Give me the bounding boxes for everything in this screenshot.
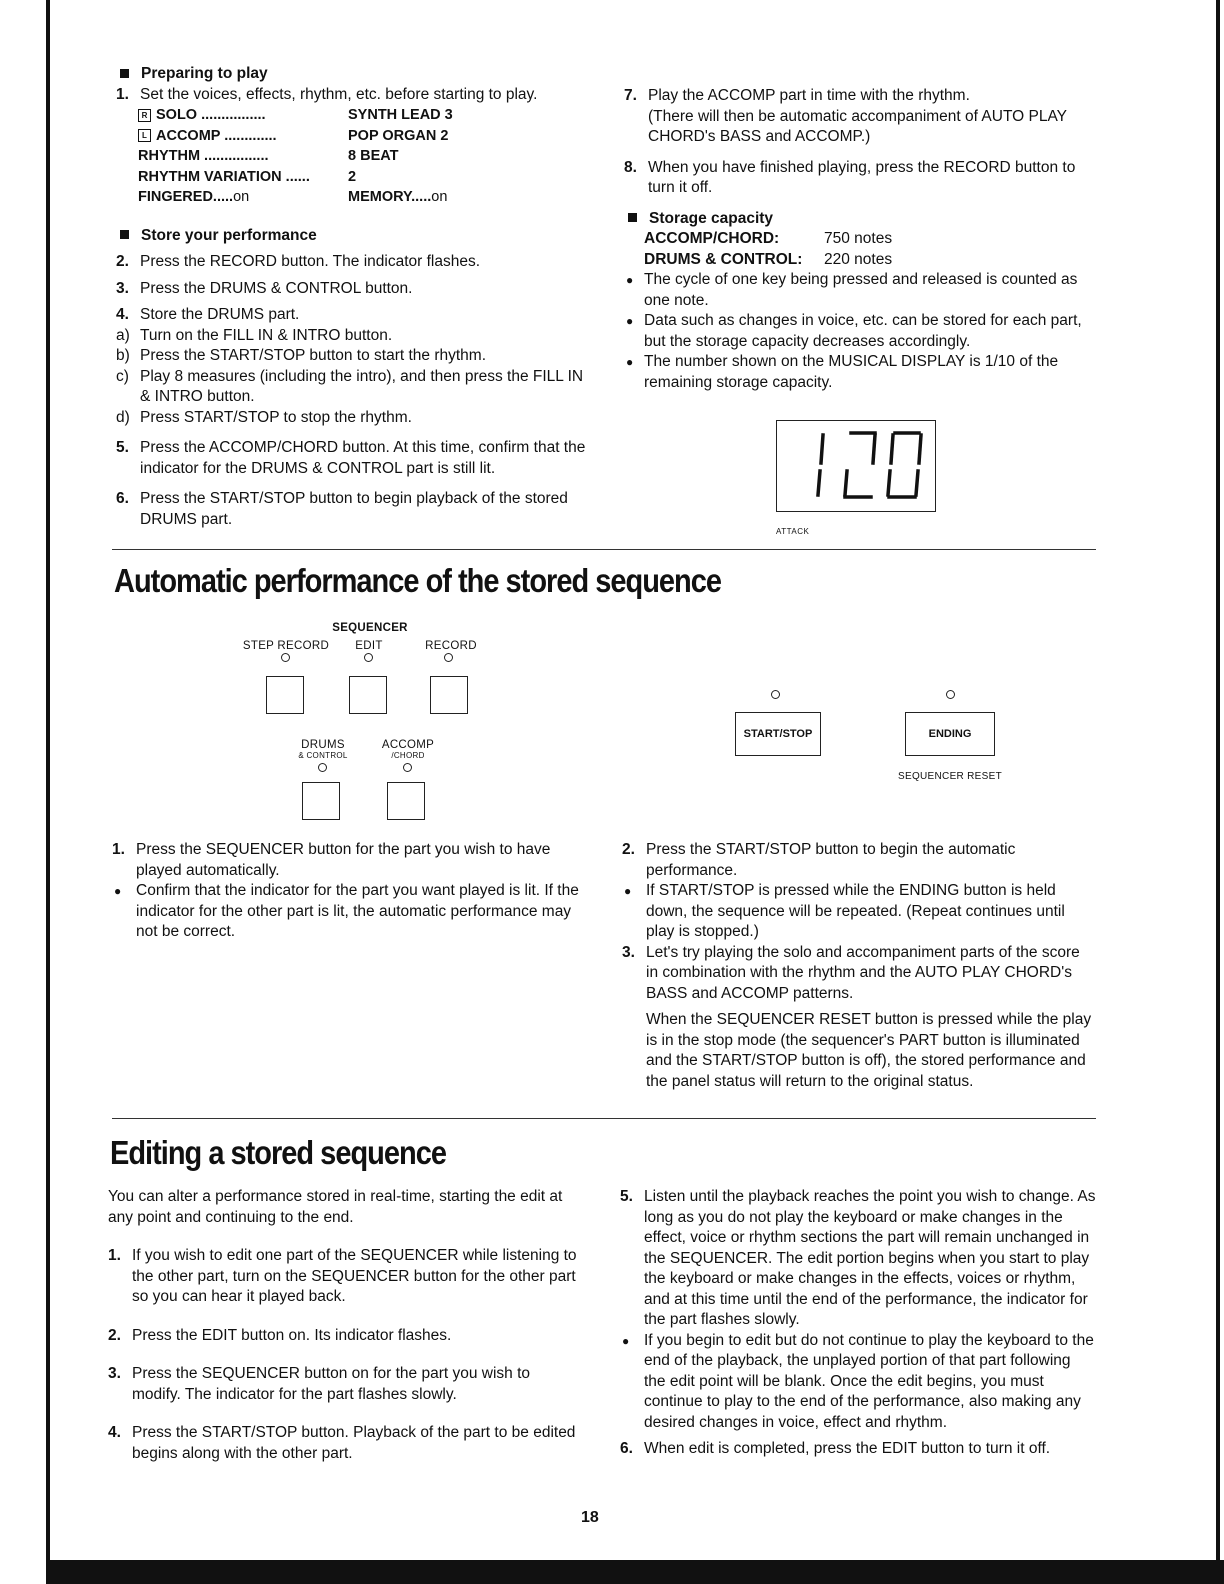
automatic-left-text [112,840,582,943]
step-record-indicator [281,653,290,662]
record-indicator [444,653,453,662]
accomp-label: ACCOMP [381,739,435,751]
drums-label: DRUMS [301,739,345,751]
store-step-4a: a) Turn on the FILL IN & INTRO button. [116,326,393,344]
step-record-button[interactable] [266,676,304,714]
store-step-4d: d) Press START/STOP to stop the rhythm. [116,408,412,426]
storage-bullet-1: ● The cycle of one key being pressed and released is counted as one note. [626,271,1078,309]
store-step-7: 7. Play the ACCOMP part in time with the rhythm. (There will then be automatic accompaniment of AUTO PLAY CHORD's BASS and ACCOMP.) [624,87,1067,145]
drums-control-button[interactable] [302,782,340,820]
editing-left-text [108,1187,580,1464]
editing-right-text [620,1187,1096,1460]
automatic-title: Automatic performance of the stored sequence [114,563,722,600]
display-digits [777,421,935,511]
store-step-6: 6. Press the START/STOP button to begin playback of the stored DRUMS part. [116,490,568,528]
editing-step-6: 6. When edit is completed, press the EDIT button to turn it off. [620,1440,1051,1457]
musical-display [776,420,936,512]
record-label: RECORD [425,640,477,652]
sequencer-label: SEQUENCER [332,622,408,634]
page-number: 18 [581,1509,599,1526]
settings-list [116,105,586,208]
editing-step-5: 5. Listen until the playback reaches the point you wish to change. As long as you do not play the keyboard or make changes in the effect, voice or rhythm sections the part will remain unchanged in the SEQUENCER. The edit portion begins when you start to play the keyboard or make changes in the effects, voices or rhythm, and at this time until the end of the performance, the indicator for the part flashes slowly. [620,1188,1096,1328]
setting-row-fingered-memory: FINGERED.....on MEMORY.....on [138,189,448,205]
automatic-step-2: 2. Press the START/STOP button to begin the automatic performance. [622,841,1016,879]
automatic-right-text [622,840,1096,1092]
storage-bullet-3: ● The number shown on the MUSICAL DISPLAY is 1/10 of the remaining storage capacity. [626,353,1059,391]
automatic-bullet-1: ● Confirm that the indicator for the part you want played is lit. If the indicator for the other part is lit, the automatic performance may not be correct. [114,882,579,940]
automatic-step-3-note: When the SEQUENCER RESET button is pressed while the play is in the stop mode (the sequencer's PART button is illuminated and the START/STOP button is off), the stored performance and the panel status will return to the original status. [646,1011,1092,1090]
left-hand-icon: L [138,129,151,142]
editing-step-2: 2. Press the EDIT button on. Its indicator flashes. [108,1326,452,1344]
store-step-5: 5. Press the ACCOMP/CHORD button. At this time, confirm that the indicator for the DRUMS & CONTROL part is still lit. [116,439,586,477]
record-button[interactable] [430,676,468,714]
editing-step-4: 4. Press the START/STOP button. Playback of the part to be edited begins along with the other part. [108,1424,576,1462]
page-border-bottom [46,1560,1224,1584]
automatic-step-3: 3. Let's try playing the solo and accompaniment parts of the score in combination with the rhythm and the AUTO PLAY CHORD's BASS and ACCOMP patterns. [622,943,1080,1002]
store-step-4c: c) Play 8 measures (including the intro), and then press the FILL IN & INTRO button. [116,367,584,405]
edit-label: EDIT [355,640,383,652]
edit-indicator [364,653,373,662]
setting-row: RHYTHM VARIATION ...... 2 [138,168,357,185]
page-border-left [46,0,50,1584]
store-step-4b: b) Press the START/STOP button to start the rhythm. [116,347,487,364]
storage-drums-row: DRUMS & CONTROL: 220 notes [644,250,893,268]
accomp-chord-button[interactable] [387,782,425,820]
editing-intro: You can alter a performance stored in real-time, starting the edit at any point and continuing to the end. [108,1188,563,1226]
setting-row: RHYTHM ................ 8 BEAT [138,148,399,164]
edit-button[interactable] [349,676,387,714]
drums-indicator [318,763,327,772]
start-stop-indicator [771,690,780,699]
automatic-bullet-2: ● If START/STOP is pressed while the ENDING button is held down, the sequence will be repeated. (Repeat continues until play is stopped.) [624,882,1065,940]
setting-row: R SOLO ................ SYNTH LEAD 3 [138,105,586,126]
editing-step-1: 1. If you wish to edit one part of the SEQUENCER while listening to the other part, turn on the SEQUENCER button for the other part so you can hear it played back. [108,1247,577,1305]
store-step-2: 2. Press the RECORD button. The indicator flashes. [116,253,481,270]
storage-bullet-2: ● Data such as changes in voice, etc. can be stored for each part, but the storage capacity decreases accordingly. [626,312,1082,350]
accomp-indicator [403,763,412,772]
editing-title: Editing a stored sequence [110,1135,446,1172]
ending-button[interactable]: ENDING [905,712,995,756]
page-border-right [1216,0,1220,1584]
ending-indicator [946,690,955,699]
store-heading: Store your performance [116,226,586,247]
step-record-label: STEP RECORD [242,640,330,652]
start-stop-button[interactable]: START/STOP [735,712,821,756]
accomp-sublabel: /CHORD [391,751,425,760]
store-step-3: 3. Press the DRUMS & CONTROL button. [116,279,413,297]
preparing-section [116,64,586,530]
section-divider [112,1118,1096,1119]
display-caption: ATTACK [776,527,810,536]
drums-sublabel: & CONTROL [298,751,348,760]
preparing-step-1: 1. Set the voices, effects, rhythm, etc. before starting to play. [116,85,538,103]
sequencer-reset-label: SEQUENCER RESET [898,771,1002,782]
storage-heading: Storage capacity [624,209,1096,230]
store-step-4: 4. Store the DRUMS part. [116,306,300,323]
setting-row: L ACCOMP ............. POP ORGAN 2 [138,126,586,147]
editing-step-3: 3. Press the SEQUENCER button on for the part you wish to modify. The indicator for the part flashes slowly. [108,1365,531,1403]
storage-capacity-table [624,229,1096,270]
store-step-8: 8. When you have finished playing, press the RECORD button to turn it off. [624,158,1076,196]
editing-bullet-1: ● If you begin to edit but do not continue to play the keyboard to the end of the playback, the unplayed portion of that part following the edit point will be blank. Once the edit begins, you must continue to play to the end of the performance, also making any desired changes in voice, effect and rhythm. [622,1331,1094,1431]
preparing-heading: Preparing to play [116,64,586,85]
right-hand-icon: R [138,109,151,122]
store-continued-section [624,86,1096,393]
storage-accomp-row: ACCOMP/CHORD: 750 notes [644,230,893,247]
section-divider [112,549,1096,550]
automatic-step-1: 1. Press the SEQUENCER button for the part you wish to have played automatically. [112,841,551,879]
